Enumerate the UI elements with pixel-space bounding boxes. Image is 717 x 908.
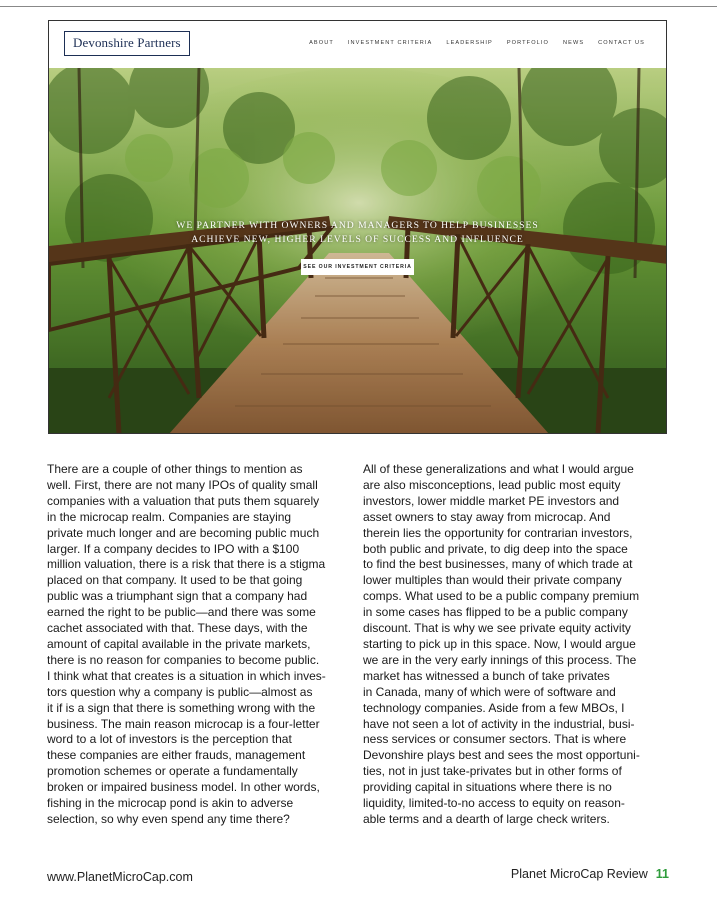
footer-publication (511, 867, 669, 881)
article-line: in some cases has flipped to be a public company (363, 605, 628, 620)
article-line: million valuation, there is a risk that there is a stigma (47, 557, 326, 572)
article-line: investors, lower middle market PE investors and (363, 493, 620, 508)
article-line: these companies are either frauds, management (47, 748, 306, 763)
article-line: placed on that company. It used to be that going (47, 573, 303, 588)
article-line: fishing in the microcap pond is akin to adverse (47, 796, 294, 811)
article-line: earned the right to be public—and there was some (47, 605, 316, 620)
article-line: both public and private, to dig deep into the space (363, 541, 628, 556)
article-line: starting to pick up in this space. Now, I would argue (363, 636, 636, 651)
article-line: ness services or consumer sectors. That is where (363, 732, 627, 747)
article-line: liquidity, limited-to-no access to equity on reason- (363, 796, 625, 811)
article-line: cachet associated with that. These days, with the (47, 621, 308, 636)
article-line: tors question why a company is public—almost as (47, 684, 313, 699)
devonshire-logo[interactable]: Devonshire Partners (64, 31, 190, 56)
nav-portfolio[interactable]: PORTFOLIO (506, 40, 549, 46)
site-nav (309, 40, 645, 46)
nav-leadership[interactable]: LEADERSHIP (446, 40, 493, 46)
article-line: providing capital in situations where there is no (363, 780, 612, 795)
website-screenshot (48, 20, 667, 434)
article-line: in the microcap realm. Companies are staying (47, 509, 292, 524)
article-line: companies with a valuation that puts them squarely (47, 493, 320, 508)
article-line: market has witnessed a bunch of take privates (363, 668, 610, 683)
article-line: comps. What used to be a public company premium (363, 589, 640, 604)
publication-name: Planet MicroCap Review (510, 867, 648, 881)
article-line: we are in the very early innings of this process. The (363, 652, 637, 667)
article-line: asset owners to stay away from microcap. And (363, 509, 611, 524)
article-line: well. First, there are not many IPOs of quality small (47, 477, 318, 492)
article-line: to find the best businesses, many of which trade at (363, 557, 633, 572)
article-line: therein lies the opportunity for contrarian investors, (363, 525, 633, 540)
article-line: Devonshire plays best and sees the most opportuni- (363, 748, 640, 763)
forest-bridge-photo (49, 68, 666, 434)
article-line: private much longer and are becoming public much (47, 525, 320, 540)
hero-image (49, 68, 666, 434)
article-line: able terms and a dearth of large check writers. (363, 811, 610, 826)
article-line: broken or impaired business model. In other words, (47, 780, 320, 795)
nav-investment-criteria[interactable]: INVESTMENT CRITERIA (347, 40, 433, 46)
article-line: are also misconceptions, lead public most equity (363, 477, 621, 492)
article-line: it if is a sign that there is something wrong with the (47, 700, 316, 715)
nav-contact-us[interactable]: CONTACT US (598, 40, 645, 46)
site-header (49, 21, 666, 69)
article-line: word to a lot of investors is the perception that (47, 732, 292, 747)
article-line: promotion schemes or operate a fundamentally (47, 764, 298, 779)
article-line: business. The main reason microcap is a four-letter (47, 716, 320, 731)
article-line: lower multiples than would their private company (363, 573, 622, 588)
article-line: ties, not in just take-privates but in other forms of (363, 764, 622, 779)
hero-headline-line-1: WE PARTNER WITH OWNERS AND MANAGERS TO HELP BUSINESSES (176, 220, 539, 231)
article-line: selection, so why even spend any time there? (47, 811, 290, 826)
nav-about[interactable]: ABOUT (309, 40, 334, 46)
hero-headline-line-2: ACHIEVE NEW, HIGHER LEVELS OF SUCCESS AND INFLUENCE (191, 234, 524, 245)
article-line: I think what that creates is a situation in which inves- (47, 668, 326, 683)
article-line: public was a triumphant sign that a company had (47, 589, 308, 604)
article-line: discount. That is why we see private equity activity (363, 621, 631, 636)
page-number: 11 (655, 867, 669, 881)
article-line: There are a couple of other things to mention as (47, 462, 303, 476)
article-column-left (47, 462, 357, 828)
article-line: there is no reason for companies to become public. (47, 652, 320, 667)
article-line: have not seen a lot of activity in the industrial, busi- (363, 716, 635, 731)
article-line: in Canada, many of which were of software and (363, 684, 616, 699)
nav-news[interactable]: NEWS (562, 40, 585, 46)
article-line: larger. If a company decides to IPO with a $100 (47, 541, 300, 556)
footer-url[interactable]: www.PlanetMicroCap.com (47, 870, 193, 884)
top-rule (0, 6, 717, 7)
article-line: amount of capital available in the private markets, (47, 636, 311, 651)
see-investment-criteria-button[interactable]: SEE OUR INVESTMENT CRITERIA (301, 259, 414, 275)
article-column-right (363, 462, 673, 828)
article-line: All of these generalizations and what I would argue (363, 462, 634, 476)
article-line: technology companies. Aside from a few MBOs, I (363, 700, 625, 715)
